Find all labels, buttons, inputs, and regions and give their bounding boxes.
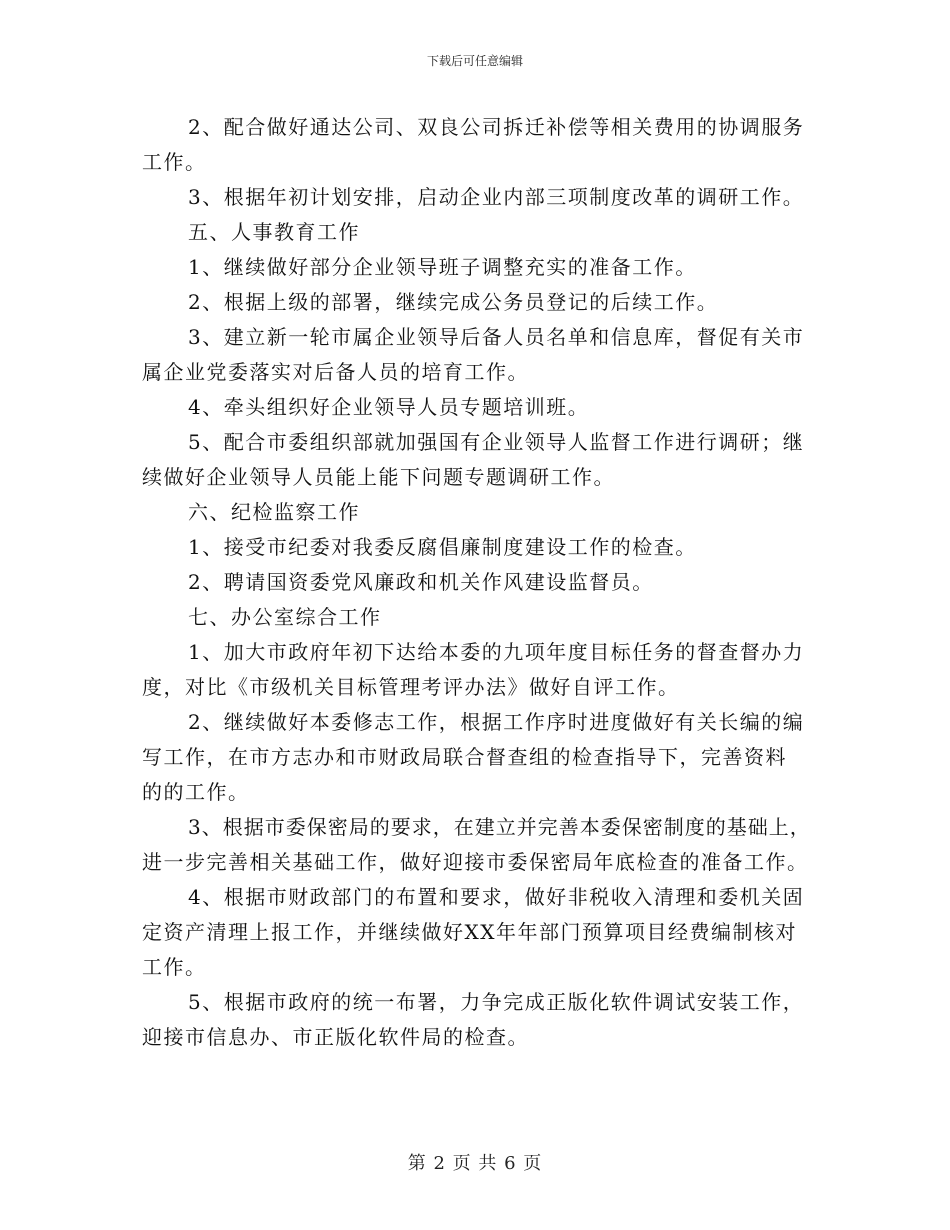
paragraph bbox=[142, 425, 812, 495]
paragraph bbox=[142, 110, 812, 180]
text-line: 5、根据市政府的统一布署，力争完成正版化软件调试安装工作， bbox=[188, 990, 805, 1014]
paragraph bbox=[142, 285, 812, 320]
text-line: 定资产清理上报工作，并继续做好XX年年部门预算项目经费编制核对 bbox=[142, 920, 797, 944]
text-line: 3、建立新一轮市属企业领导后备人员名单和信息库，督促有关市 bbox=[188, 325, 805, 349]
text-line: 5、配合市委组织部就加强国有企业领导人监督工作进行调研；继 bbox=[188, 430, 805, 454]
text-line: 六、纪检监察工作 bbox=[188, 500, 360, 524]
text-line: 1、接受市纪委对我委反腐倡廉制度建设工作的检查。 bbox=[188, 535, 697, 559]
paragraph bbox=[142, 880, 812, 985]
text-line: 2、继续做好本委修志工作，根据工作序时进度做好有关长编的编 bbox=[188, 710, 805, 734]
text-line: 3、根据年初计划安排，启动企业内部三项制度改革的调研工作。 bbox=[188, 185, 805, 209]
text-line: 属企业党委落实对后备人员的培育工作。 bbox=[142, 360, 529, 384]
text-line: 2、根据上级的部署，继续完成公务员登记的后续工作。 bbox=[188, 290, 719, 314]
paragraph bbox=[142, 565, 812, 600]
paragraph bbox=[142, 320, 812, 390]
text-line: 度，对比《市级机关目标管理考评办法》做好自评工作。 bbox=[142, 675, 680, 699]
paragraph bbox=[142, 530, 812, 565]
section-heading bbox=[142, 495, 812, 530]
paragraph bbox=[142, 390, 812, 425]
text-line: 工作。 bbox=[142, 150, 207, 174]
text-line: 2、聘请国资委党风廉政和机关作风建设监督员。 bbox=[188, 570, 654, 594]
text-line: 4、根据市财政部门的布置和要求，做好非税收入清理和委机关固 bbox=[188, 885, 805, 909]
page-number-footer: 第 2 页 共 6 页 bbox=[407, 1153, 543, 1174]
text-line: 2、配合做好通达公司、双良公司拆迁补偿等相关费用的协调服务 bbox=[188, 115, 805, 139]
section-heading bbox=[142, 215, 812, 250]
paragraph bbox=[142, 180, 812, 215]
text-line: 的的工作。 bbox=[142, 780, 250, 804]
text-line: 迎接市信息办、市正版化软件局的检查。 bbox=[142, 1025, 529, 1049]
text-line: 4、牵头组织好企业领导人员专题培训班。 bbox=[188, 395, 590, 419]
document-body bbox=[142, 110, 812, 1055]
paragraph bbox=[142, 705, 812, 810]
text-line: 进一步完善相关基础工作，做好迎接市委保密局年底检查的准备工作。 bbox=[142, 850, 809, 874]
text-line: 3、根据市委保密局的要求，在建立并完善本委保密制度的基础上， bbox=[188, 815, 811, 839]
page-header: 下载后可任意编辑 bbox=[426, 54, 523, 68]
text-line: 1、加大市政府年初下达给本委的九项年度目标任务的督查督办力 bbox=[188, 640, 805, 664]
paragraph bbox=[142, 250, 812, 285]
text-line: 1、继续做好部分企业领导班子调整充实的准备工作。 bbox=[188, 255, 697, 279]
paragraph bbox=[142, 985, 812, 1055]
text-line: 续做好企业领导人员能上能下问题专题调研工作。 bbox=[142, 465, 615, 489]
text-line: 五、人事教育工作 bbox=[188, 220, 360, 244]
paragraph bbox=[142, 635, 812, 705]
text-line: 工作。 bbox=[142, 955, 207, 979]
text-line: 七、办公室综合工作 bbox=[188, 605, 382, 629]
text-line: 写工作，在市方志办和市财政局联合督查组的检查指导下，完善资料 bbox=[142, 745, 787, 769]
section-heading bbox=[142, 600, 812, 635]
paragraph bbox=[142, 810, 812, 880]
